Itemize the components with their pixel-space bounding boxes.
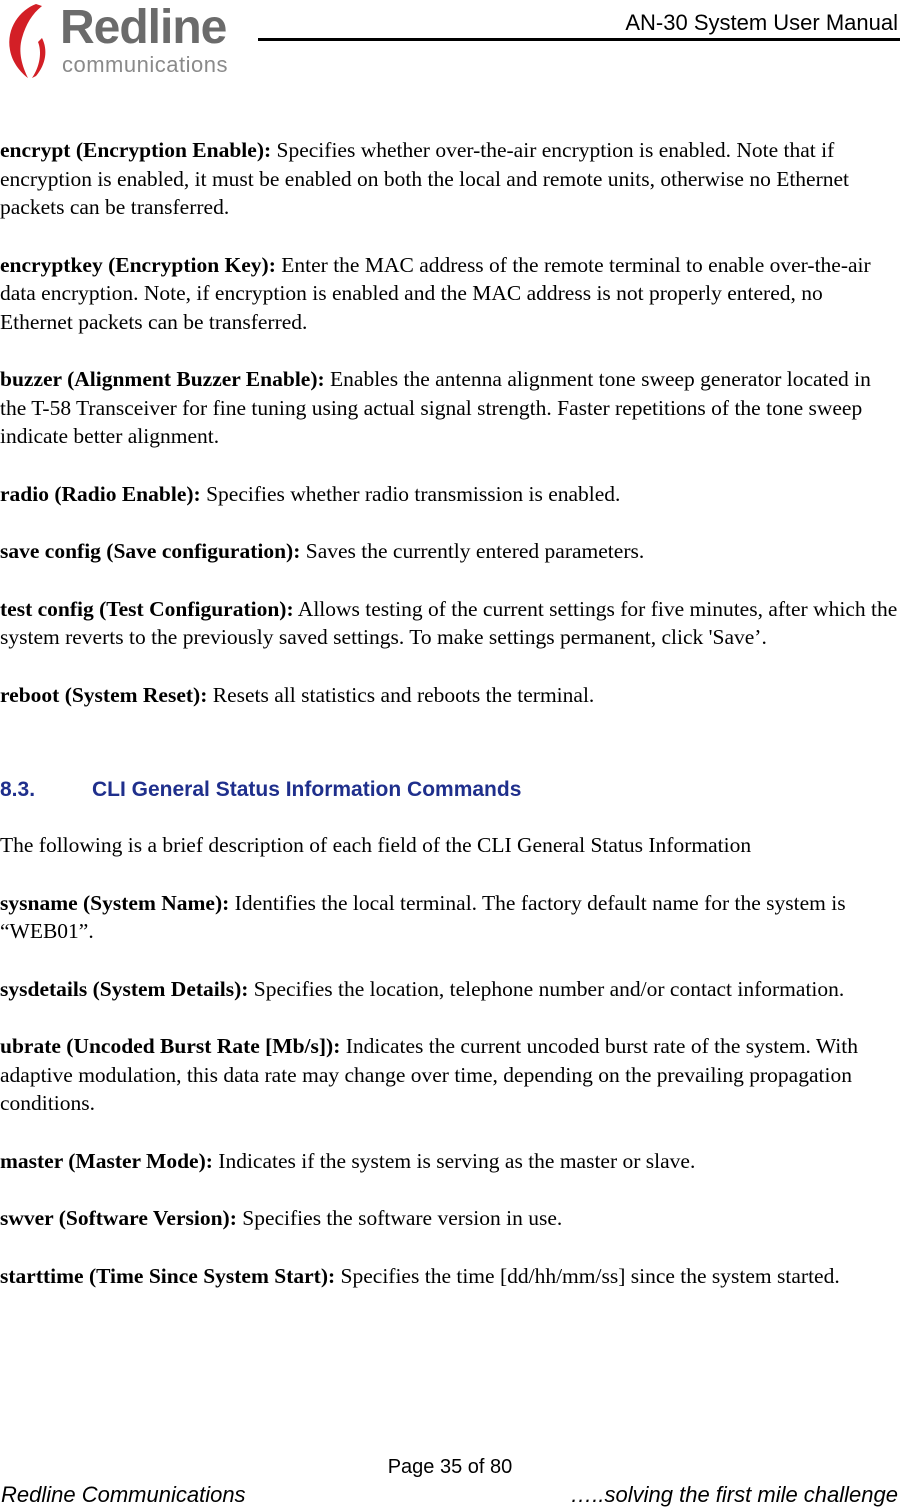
definition-term: encryptkey (Encryption Key):: [0, 252, 276, 277]
definition-term: radio (Radio Enable):: [0, 481, 201, 506]
definition-text: Allows testing of the current settings for five minutes, after which the system reverts to the previously saved settings. To make settings permanent, click 'Save’.: [0, 596, 898, 649]
definition-reboot: [0, 681, 898, 710]
manual-title: AN-30 System User Manual: [625, 10, 898, 35]
definition-ubrate: [0, 1032, 898, 1118]
definition-text: Enter the MAC address of the remote terminal to enable over-the-air data encryption. Note, if encryption is enabled and the MAC address is not properly entered, no Ethernet packets can be transferred.: [0, 252, 871, 334]
footer-company: Redline Communications: [1, 1482, 246, 1507]
header-rule: [258, 38, 900, 41]
page-header: [0, 0, 900, 90]
definition-text: Indicates the current uncoded burst rate of the system. With adaptive modulation, this data rate may change over time, depending on the prevailing propagation conditions.: [0, 1034, 858, 1115]
definition-term: sysname (System Name):: [0, 890, 230, 915]
definition-text: Enables the antenna alignment tone sweep generator located in the T-58 Transceiver for fine tuning using actual signal strength. Faster repetitions of the tone sweep indicate better alignment.: [0, 367, 871, 448]
page-number: Page 35 of 80: [387, 1456, 513, 1478]
definition-starttime: [0, 1262, 898, 1291]
definition-test-config: [0, 595, 898, 652]
definition-text: Specifies the location, telephone number and/or contact information.: [248, 976, 845, 1001]
definition-encrypt: [0, 136, 898, 222]
definition-sysdetails: [0, 975, 898, 1004]
logo-subtitle: communications: [62, 52, 228, 77]
definition-text: Specifies whether over-the-air encryption is enabled. Note that if encryption is enabled, it must be enabled on both the local and remote units, otherwise no Ethernet packets can be transferred.: [0, 138, 850, 219]
definition-buzzer: [0, 365, 898, 451]
definition-term: master (Master Mode):: [0, 1148, 213, 1173]
redline-logo: [2, 2, 252, 82]
section-heading: [0, 776, 898, 804]
definition-swver: [0, 1204, 898, 1233]
definition-text: Resets all statistics and reboots the terminal.: [207, 682, 595, 707]
definition-term: ubrate (Uncoded Burst Rate [Mb/s]):: [0, 1034, 341, 1058]
definition-term: buzzer (Alignment Buzzer Enable):: [0, 367, 325, 391]
definition-term: save config (Save configuration):: [0, 539, 301, 563]
definition-encryptkey: [0, 251, 898, 337]
definition-text: Indicates if the system is serving as the master or slave.: [212, 1148, 696, 1173]
definition-term: sysdetails (System Details):: [0, 976, 249, 1001]
definition-term: swver (Software Version):: [0, 1206, 237, 1230]
definition-term: encrypt (Encryption Enable):: [0, 138, 272, 162]
definition-text: Specifies whether radio transmission is enabled.: [200, 481, 621, 506]
definition-radio: [0, 480, 898, 509]
definition-term: starttime (Time Since System Start):: [0, 1263, 336, 1288]
section-intro: The following is a brief description of each field of the CLI General Status Information: [0, 833, 752, 857]
definition-master: [0, 1147, 898, 1176]
definition-save-config: [0, 537, 898, 566]
definition-text: Saves the currently entered parameters.: [300, 539, 645, 563]
footer-slogan: …..solving the first mile challenge: [570, 1482, 898, 1507]
section-number: 8.3.: [0, 778, 36, 801]
definition-term: test config (Test Configuration):: [0, 596, 294, 621]
section-title: CLI General Status Information Commands: [92, 778, 522, 801]
redline-swoosh-icon: [2, 2, 58, 82]
definition-sysname: [0, 889, 898, 946]
definition-text: Identifies the local terminal. The factory default name for the system is “WEB01”.: [0, 890, 846, 943]
page-content: [0, 136, 898, 1319]
definition-text: Specifies the time [dd/hh/mm/ss] since the system started.: [335, 1263, 840, 1288]
logo-wordmark: Redline: [60, 1, 227, 54]
definition-term: reboot (System Reset):: [0, 682, 208, 707]
definition-text: Specifies the software version in use.: [236, 1206, 563, 1230]
